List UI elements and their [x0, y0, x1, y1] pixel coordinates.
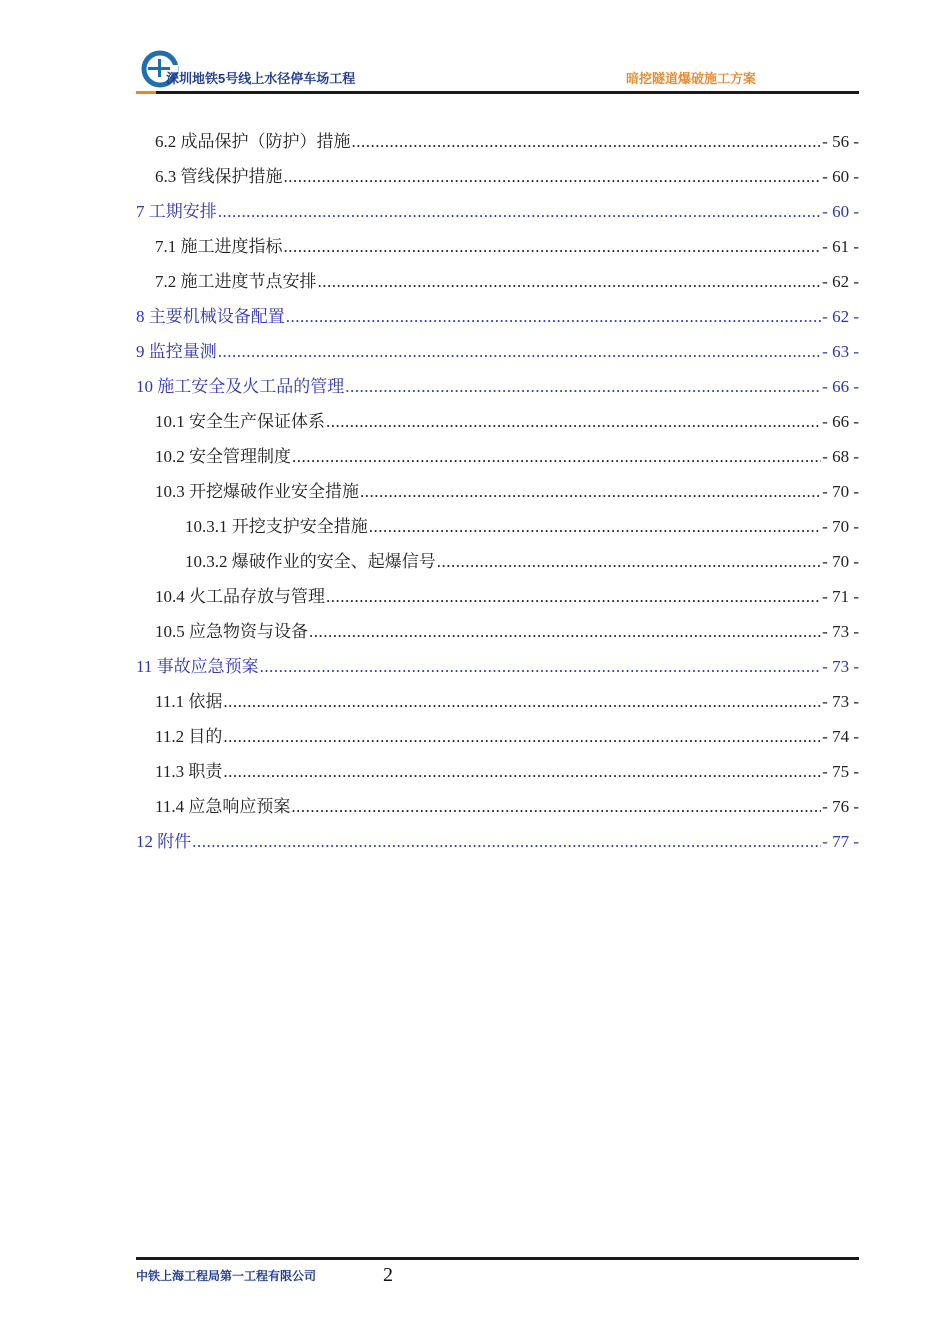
toc-entry[interactable] [136, 614, 859, 649]
toc-leader-dots [218, 202, 821, 222]
toc-entry[interactable] [136, 719, 859, 754]
project-title: 深圳地铁5号线上水径停车场工程 [166, 71, 356, 86]
toc-entry-page: - 77 - [822, 831, 859, 851]
toc-leader-dots [437, 552, 821, 572]
toc-entry-page: - 62 - [822, 271, 859, 291]
toc-entry-title: 10 施工安全及火工品的管理 [136, 376, 345, 396]
toc-leader-dots [345, 377, 821, 397]
toc-entry-title: 10.3.2 爆破作业的安全、起爆信号 [185, 551, 436, 571]
toc-leader-dots [318, 272, 822, 292]
toc-entry[interactable] [136, 509, 859, 544]
toc-entry[interactable] [136, 789, 859, 824]
toc-entry-title: 10.4 火工品存放与管理 [155, 586, 325, 606]
toc-entry-title: 10.5 应急物资与设备 [155, 621, 308, 641]
toc-entry-page: - 70 - [822, 551, 859, 571]
toc-entry-page: - 70 - [822, 516, 859, 536]
toc-entry-title: 7.1 施工进度指标 [155, 236, 283, 256]
document-title: 暗挖隧道爆破施工方案 [625, 71, 756, 86]
toc-leader-dots [192, 832, 821, 852]
toc-entry-title: 12 附件 [136, 831, 192, 851]
toc-entry[interactable] [136, 439, 859, 474]
toc-leader-dots [223, 692, 821, 712]
toc-entry-title: 10.3.1 开挖支护安全措施 [185, 516, 368, 536]
toc-entry[interactable] [136, 229, 859, 264]
header-divider-accent [136, 91, 156, 94]
header-divider [136, 91, 859, 94]
toc-entry[interactable] [136, 404, 859, 439]
toc-entry-title: 11.4 应急响应预案 [155, 796, 291, 816]
toc-entry[interactable] [136, 159, 859, 194]
toc-entry-title: 11.3 职责 [155, 761, 223, 781]
toc-entry-page: - 73 - [822, 656, 859, 676]
toc-leader-dots [369, 517, 821, 537]
toc-entry-page: - 73 - [822, 621, 859, 641]
toc-entry[interactable] [136, 124, 859, 159]
toc-entry-page: - 71 - [822, 586, 859, 606]
toc-chapter-link[interactable] [136, 299, 859, 334]
toc-entry-page: - 66 - [822, 376, 859, 396]
toc-entry-page: - 76 - [822, 796, 859, 816]
toc-entry[interactable] [136, 544, 859, 579]
toc-chapter-link[interactable] [136, 824, 859, 859]
toc-entry[interactable] [136, 579, 859, 614]
toc-leader-dots [284, 167, 822, 187]
toc-entry-title: 9 监控量测 [136, 341, 217, 361]
toc-entry-page: - 75 - [822, 761, 859, 781]
toc-leader-dots [223, 762, 821, 782]
footer-divider [136, 1257, 859, 1260]
toc-entry-title: 7.2 施工进度节点安排 [155, 271, 317, 291]
toc-entry-title: 6.3 管线保护措施 [155, 166, 283, 186]
toc-entry[interactable] [136, 754, 859, 789]
toc-chapter-link[interactable] [136, 649, 859, 684]
toc-entry-title: 11 事故应急预案 [136, 656, 259, 676]
footer-company-name: 中铁上海工程局第一工程有限公司 [136, 1269, 317, 1283]
toc-chapter-link[interactable] [136, 194, 859, 229]
toc-entry-page: - 68 - [822, 446, 859, 466]
toc-entry-page: - 66 - [822, 411, 859, 431]
toc-entry-page: - 73 - [822, 691, 859, 711]
page-header [136, 46, 859, 96]
toc-entry-page: - 70 - [822, 481, 859, 501]
toc-entry-page: - 63 - [822, 341, 859, 361]
toc-entry-title: 6.2 成品保护（防护）措施 [155, 131, 351, 151]
toc-chapter-link[interactable] [136, 369, 859, 404]
toc-leader-dots [292, 447, 821, 467]
toc-entry-title: 11.2 目的 [155, 726, 223, 746]
page-number: 2 [383, 1264, 393, 1286]
toc-leader-dots [218, 342, 821, 362]
toc-chapter-link[interactable] [136, 334, 859, 369]
toc-leader-dots [352, 132, 822, 152]
toc-entry-page: - 60 - [822, 166, 859, 186]
toc-leader-dots [223, 727, 821, 747]
toc-entry[interactable] [136, 684, 859, 719]
toc-entry-page: - 56 - [822, 131, 859, 151]
toc-entry-title: 10.1 安全生产保证体系 [155, 411, 325, 431]
toc-entry-page: - 61 - [822, 236, 859, 256]
toc-leader-dots [326, 587, 821, 607]
table-of-contents [136, 124, 859, 859]
toc-leader-dots [326, 412, 821, 432]
toc-leader-dots [309, 622, 821, 642]
toc-leader-dots [360, 482, 821, 502]
toc-entry-title: 10.3 开挖爆破作业安全措施 [155, 481, 359, 501]
toc-entry-title: 7 工期安排 [136, 201, 217, 221]
toc-leader-dots [291, 797, 821, 817]
toc-entry-title: 11.1 依据 [155, 691, 223, 711]
toc-entry[interactable] [136, 264, 859, 299]
toc-entry-page: - 60 - [822, 201, 859, 221]
toc-entry-page: - 62 - [822, 306, 859, 326]
toc-entry-page: - 74 - [822, 726, 859, 746]
toc-entry-title: 8 主要机械设备配置 [136, 306, 285, 326]
toc-leader-dots [286, 307, 821, 327]
toc-entry-title: 10.2 安全管理制度 [155, 446, 291, 466]
toc-leader-dots [260, 657, 822, 677]
toc-leader-dots [284, 237, 822, 257]
toc-entry[interactable] [136, 474, 859, 509]
